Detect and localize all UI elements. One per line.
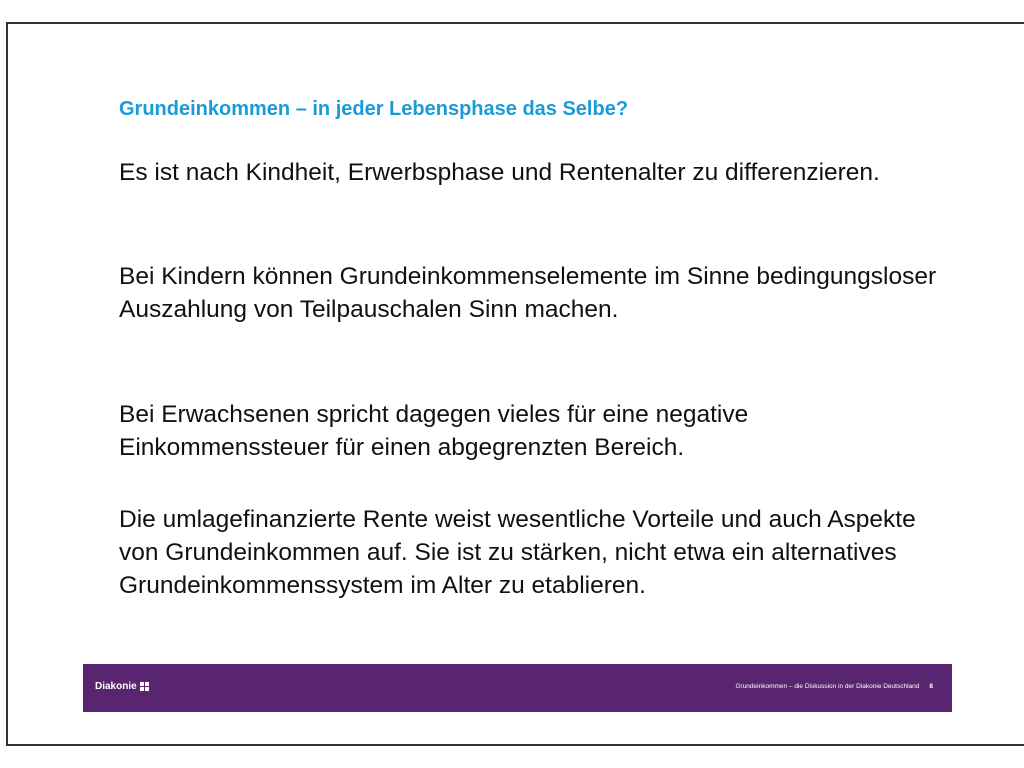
paragraph-pension: Die umlagefinanzierte Rente weist wesentliche Vorteile und auch Aspekte von Grundeinkommen auf. Sie ist zu stärken, nicht etwa ein alternatives Grundeinkommenssystem im Alter zu etablieren. — [119, 506, 916, 599]
diakonie-cross-icon — [140, 682, 149, 691]
paragraph-children: Bei Kindern können Grundeinkommenselemente im Sinne bedingungsloser Auszahlung von Teilpauschalen Sinn machen. — [119, 263, 937, 323]
footer-bar — [83, 664, 952, 712]
slide-frame — [6, 22, 1024, 746]
paragraph-life-phases: Es ist nach Kindheit, Erwerbsphase und Rentenalter zu differenzieren. — [119, 159, 880, 186]
footer-info — [735, 683, 933, 690]
paragraph-adults: Bei Erwachsenen spricht dagegen vieles für eine negative Einkommenssteuer für einen abgegrenzten Bereich. — [119, 401, 749, 461]
brand-name: Diakonie — [95, 681, 137, 692]
footer-caption: Grundeinkommen – die Diskussion in der Diakonie Deutschland — [735, 683, 920, 690]
brand-logo — [95, 681, 149, 692]
page-number: 8 — [929, 683, 933, 690]
slide-title: Grundeinkommen – in jeder Lebensphase das Selbe? — [119, 98, 629, 120]
